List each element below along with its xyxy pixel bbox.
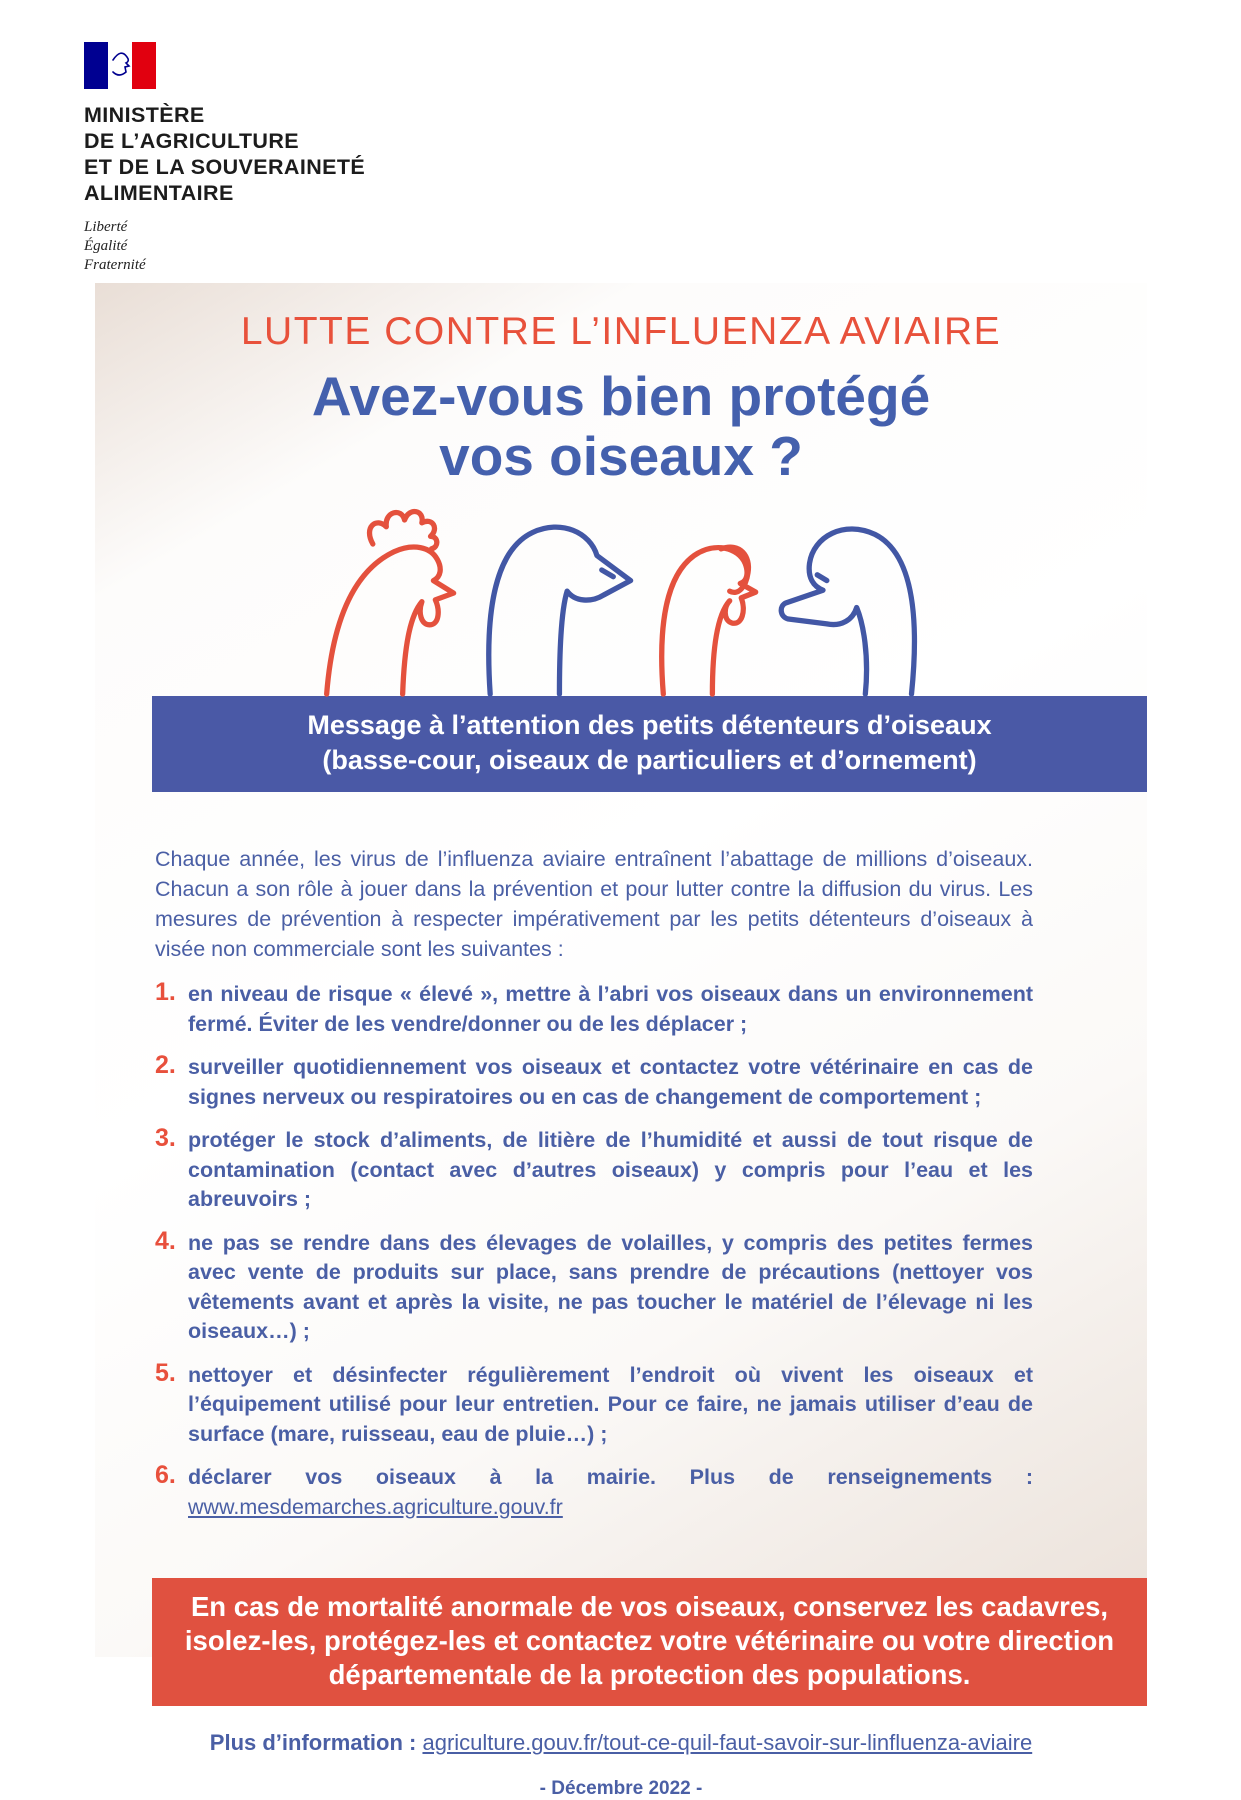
chicken-icon (327, 512, 454, 695)
poster-title: Avez-vous bien protégé vos oiseaux ? (311, 365, 931, 487)
measure-item (155, 1126, 1033, 1215)
audience-banner-line2: (basse-cour, oiseaux de particuliers et d’ornement) (322, 745, 977, 775)
measure-number: 1. (155, 978, 176, 1006)
turkey-icon (662, 547, 756, 694)
measure-text: surveiller quotidiennement vos oiseaux et contactez votre vétérinaire en cas de signes nerveux ou respiratoires ou en cas de changement de comportement ; (188, 1055, 1033, 1109)
measure-item (155, 1053, 1033, 1112)
more-info-line (95, 1730, 1147, 1756)
french-flag-icon (84, 42, 156, 89)
measure-text: ne pas se rendre dans des élevages de volailles, y compris des petites fermes avec vente de produits sur place, sans prendre de précautions (nettoyer vos vêtements avant et après la visite, ne pas toucher le matériel de l’élevage ni les oiseaux…) ; (188, 1230, 1033, 1343)
campaign-title: LUTTE CONTRE L’INFLUENZA AVIAIRE (240, 310, 1002, 353)
measure-number: 3. (155, 1124, 176, 1152)
mortality-banner-line2: isolez-les, protégez-les et contactez votre vétérinaire ou votre direction (184, 1625, 1115, 1656)
measure-number: 6. (155, 1461, 176, 1489)
measure-number: 5. (155, 1358, 176, 1387)
measure-text: protéger le stock d’aliments, de litière de l’humidité et aussi de tout risque de contamination (contact avec d’autres oiseaux) y compris pour l’eau et les abreuvoirs ; (188, 1128, 1033, 1211)
mortality-banner-line3: départementale de la protection des populations. (328, 1659, 971, 1690)
measure-item (155, 980, 1033, 1039)
mortality-banner-line1: En cas de mortalité anormale de vos oiseaux, conservez les cadavres, (190, 1591, 1109, 1622)
measures-list (155, 980, 1033, 1522)
measure-text: déclarer vos oiseaux à la mairie. Plus de renseignements : (188, 1465, 1033, 1489)
goose-icon (489, 527, 631, 694)
measure-number: 4. (155, 1226, 176, 1255)
motto: Liberté Égalité Fraternité (84, 219, 146, 273)
measure-item (155, 1463, 1033, 1522)
measure-item (155, 1226, 1033, 1347)
measure-text: en niveau de risque « élevé », mettre à l’abri vos oiseaux dans un environnement fermé. Éviter de les vendre/donner ou de les déplacer ; (188, 982, 1033, 1036)
measure-number: 2. (155, 1051, 176, 1079)
marianne-icon (108, 42, 132, 89)
government-logo (84, 42, 365, 275)
mesdemarches-link[interactable]: www.mesdemarches.agriculture.gouv.fr (188, 1494, 563, 1519)
intro-paragraph: Chaque année, les virus de l’influenza aviaire entraînent l’abattage de millions d’oiseaux. Chacun a son rôle à jouer dans la prévention et pour lutter contre la diffusion du virus. Les mesures de prévention à respecter impérativement par les petits détenteurs d’oiseaux à visée non commerciale sont les suivantes : (155, 847, 1033, 961)
info-link[interactable]: agriculture.gouv.fr/tout-ce-quil-faut-savoir-sur-linfluenza-aviaire (422, 1730, 1033, 1755)
info-label: Plus d’information : (209, 1730, 423, 1755)
ministry-name: MINISTÈRE DE L’AGRICULTURE ET DE LA SOUVERAINETÉ ALIMENTAIRE (84, 103, 366, 205)
measure-text: nettoyer et désinfecter régulièrement l’endroit où vivent les oiseaux et l’équipement utilisé pour leur entretien. Pour ce faire, ne jamais utiliser d’eau de surface (mare, ruisseau, eau de pluie…) ; (188, 1362, 1033, 1446)
duck-icon (781, 529, 914, 694)
audience-banner (152, 696, 1147, 792)
mortality-banner (152, 1578, 1147, 1706)
audience-banner-line1: Message à l’attention des petits détenteurs d’oiseaux (307, 710, 992, 740)
measure-item (155, 1358, 1033, 1450)
birds-illustration (95, 494, 1147, 696)
publication-date: - Décembre 2022 - (539, 1778, 703, 1799)
poster-card (95, 283, 1147, 1799)
